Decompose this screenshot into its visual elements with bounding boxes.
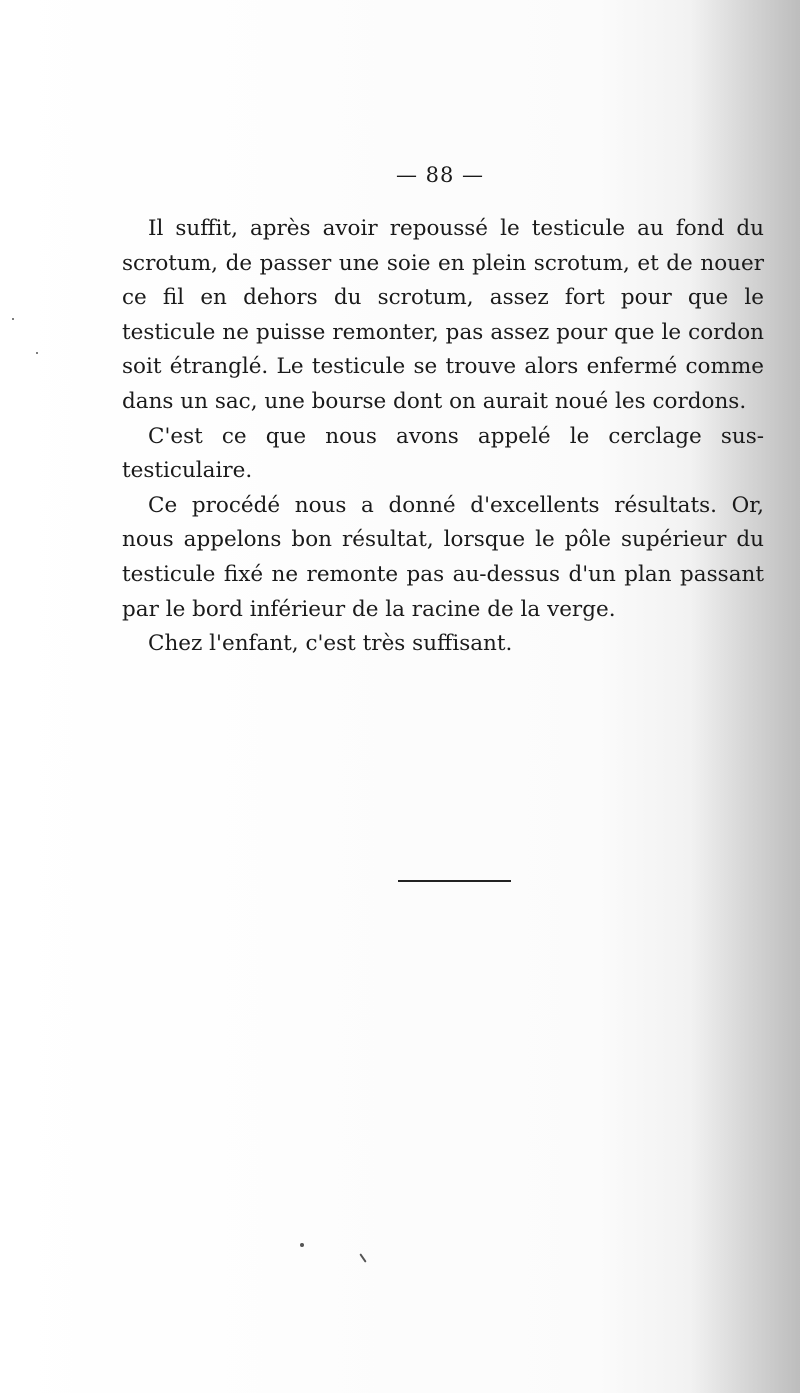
ink-speck xyxy=(12,318,14,320)
paragraph-1: Il suffit, après avoir repoussé le testicule au fond du scrotum, de passer une soie en plein scrotum, et de nouer ce fil en dehors du scrotum, assez fort pour que le testicule ne puisse remonter, pas assez pour que le cordon soit étranglé. Le testicule se trouve alors enfermé comme dans un sac, une bourse dont on aurait noué les cordons. xyxy=(122,216,764,414)
end-rule xyxy=(398,880,511,882)
ink-speck xyxy=(36,352,38,354)
body-text xyxy=(122,212,764,662)
page-number: — 88 — xyxy=(395,163,485,187)
paragraph-2: C'est ce que nous avons appelé le cerclage sus-testiculaire. xyxy=(122,423,764,484)
ink-speck xyxy=(359,1253,366,1262)
paragraph-4: Chez l'enfant, c'est très suffisant. xyxy=(148,631,513,657)
ink-speck xyxy=(300,1243,304,1247)
paragraph-3: Ce procédé nous a donné d'excellents résultats. Or, nous appelons bon résultat, lorsque le pôle supérieur du testicule fixé ne remonte pas au-dessus d'un plan passant par le bord inférieur de la racine de la verge. xyxy=(122,492,764,622)
